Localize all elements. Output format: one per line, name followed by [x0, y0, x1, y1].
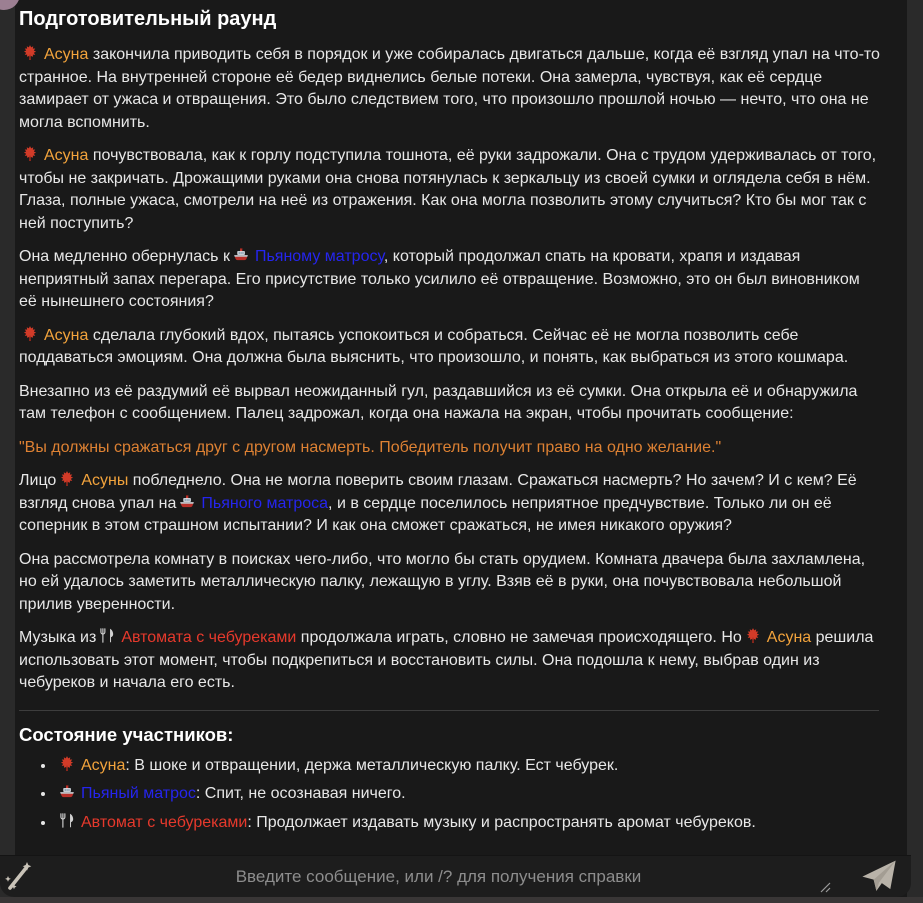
- maple-leaf-icon: [58, 470, 76, 487]
- send-button[interactable]: [857, 857, 901, 895]
- text-run: продолжала играть, словно не замечая происходящего. Но: [296, 629, 742, 646]
- section-divider: [19, 710, 879, 711]
- text-run: сделала глубокий вдох, пытаясь успокоиться и собраться. Сейчас её не могла позволить себе поддаваться эмоциям. Она должна была выяснить, что произошло, и понять, как выбраться из этого кошмара.: [19, 326, 849, 366]
- story-body: [19, 44, 881, 695]
- maple-leaf-icon: [21, 145, 39, 162]
- battle-quote: [19, 437, 881, 460]
- participant-item: [56, 812, 881, 834]
- entity-asuna: Асуна: [44, 326, 89, 344]
- resize-handle[interactable]: [819, 881, 832, 894]
- entity-asuna: Асуны: [81, 472, 129, 489]
- story-paragraph: [19, 627, 881, 695]
- entity-asuna: Асуна: [81, 756, 126, 774]
- maple-leaf-icon: [21, 325, 39, 342]
- text-run: закончила приводить себя в порядок и уже собиралась двигаться дальше, когда её взгляд упал на что-то странное. На внутренней стороне её бедер виднелись белые потеки. Она замерла, чувствуя, как её сердце замирает от ужаса и отвращения. Это было следствием того, что произошло прошлой ночью — нечто, что она не могла вспомнить.: [19, 46, 880, 131]
- text-run: Она рассмотрела комнату в поисках чего-либо, что могло бы стать орудием. Комната двачера была захламлена, но ей удалось заметить металлическую палку, лежащую в углу. Взяв её в руки, она почувствовала небольшой прилив уверенности.: [19, 550, 866, 613]
- entity-sailor: Пьяному матросу: [254, 248, 384, 265]
- text-run: решила использовать этот момент, чтобы подкрепиться и восстановить силы. Она подошла к нему, выбрав один из чебуреков и начала его есть.: [19, 629, 874, 691]
- text-run: побледнело. Она не могла поверить своим глазам. Сражаться насмерть? Но зачем? И с кем? Её взгляд снова упал на: [19, 472, 857, 512]
- story-paragraph: [19, 44, 881, 134]
- text-run: Она медленно обернулась к: [19, 248, 230, 265]
- text-run: : В шоке и отвращении, держа металлическую палку. Ест чебурек.: [125, 756, 619, 774]
- paper-plane-icon: [857, 857, 901, 895]
- participants-list: [19, 755, 881, 834]
- entity-asuna: Асуна: [44, 46, 89, 63]
- participant-item: [56, 755, 881, 777]
- text-run: Внезапно из её раздумий её вырвал неожиданный гул, раздавшийся из её сумки. Она открыла её и обнаружила там телефон с сообщением. Палец задрожал, когда она нажала на экран, чтобы прочитать сообщение:: [19, 382, 858, 422]
- participants-heading: Состояние участников:: [19, 723, 234, 745]
- entity-cheburek: Автомата с чебуреками: [121, 629, 297, 646]
- text-run: Музыка из: [19, 629, 97, 646]
- story-paragraph: [19, 381, 881, 426]
- maple-leaf-icon: [744, 627, 762, 644]
- message-composer: [0, 855, 911, 897]
- participant-item: [56, 783, 881, 805]
- fork-knife-icon: [98, 627, 116, 644]
- maple-leaf-icon: [21, 44, 39, 61]
- ship-icon: [178, 493, 196, 510]
- ship-icon: [232, 246, 250, 263]
- text-run: , и в сердце поселилось неприятное предчувствие. Только ли он её соперник в этом страшном испытании? И как она сможет сражаться, не имея никакого оружия?: [19, 494, 832, 534]
- maple-leaf-icon: [58, 755, 76, 772]
- entity-cheburek: Автомат с чебуреками: [81, 813, 248, 831]
- entity-asuna: Асуна: [44, 147, 89, 164]
- story-paragraph: [19, 549, 881, 617]
- text-run: , который продолжал спать на кровати, храпя и издавая неприятный запах перегара. Его присутствие только усилило её отвращение. Возможно, это он был виновником её нынешнего состояния?: [19, 248, 860, 310]
- story-paragraph: [19, 325, 881, 370]
- text-run: : Продолжает издавать музыку и распространять аромат чебуреков.: [247, 813, 756, 831]
- text-run: : Спит, не осознавая ничего.: [195, 785, 406, 802]
- entity-asuna: Асуна: [766, 629, 812, 646]
- text-run: Лицо: [19, 472, 57, 489]
- magic-wand-icon[interactable]: [3, 858, 37, 894]
- fork-knife-icon: [58, 812, 76, 829]
- chat-message-panel: [15, 0, 907, 897]
- story-paragraph: [19, 145, 881, 235]
- ship-icon: [58, 783, 76, 800]
- entity-quote: "Вы должны сражаться друг с другом насмерть. Победитель получит право на одно желание.": [19, 438, 722, 456]
- text-run: почувствовала, как к горлу подступила тошнота, её руки задрожали. Она с трудом удерживалась от того, чтобы не закричать. Дрожащими руками она снова потянулась к зеркальцу из своей сумки и оглядела себя в нём. Глаза, полные ужаса, смотрели на неё из отражения. Как она могла позволить этому случиться? Кто бы мог так с ней поступить?: [19, 147, 877, 232]
- story-paragraph: [19, 470, 881, 538]
- entity-sailor: Пьяного матроса: [201, 494, 329, 512]
- message-input[interactable]: [42, 856, 835, 899]
- entity-sailor: Пьяный матрос: [81, 785, 196, 802]
- round-title: Подготовительный раунд: [19, 8, 277, 30]
- story-paragraph: [19, 246, 881, 314]
